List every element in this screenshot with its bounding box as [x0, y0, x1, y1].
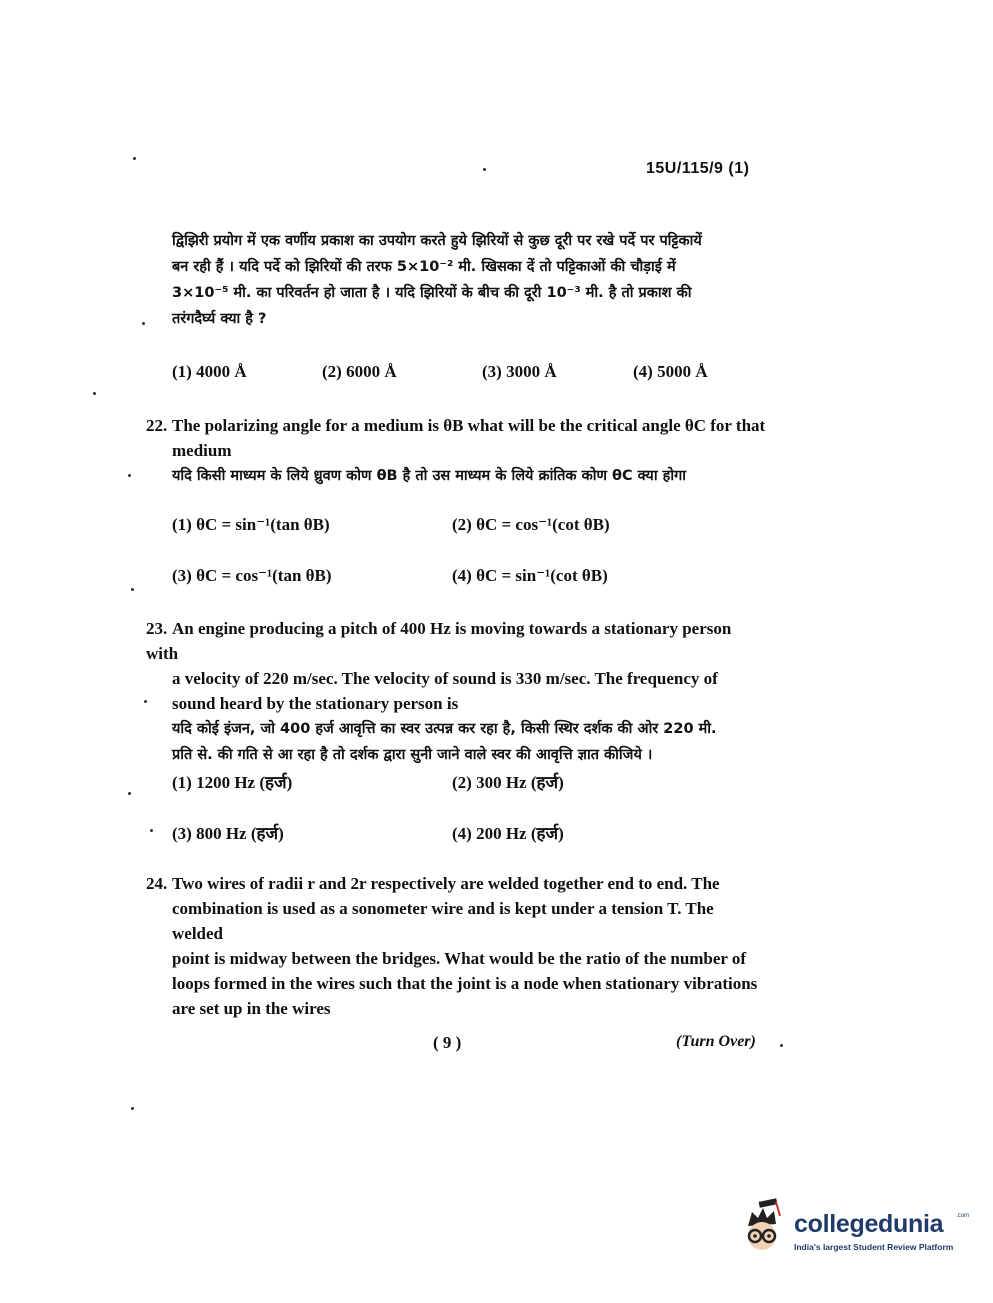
- q22-text: [146, 413, 766, 489]
- q21-line-4: तरंगदैर्घ्य क्या है ?: [172, 311, 267, 327]
- scan-speck: [93, 392, 96, 395]
- q24-english-line-5: are set up in the wires: [172, 999, 331, 1018]
- q21-line-3: 3×10⁻⁵ मी. का परिवर्तन हो जाता है । यदि झिरियों के बीच की दूरी 10⁻³ मी. है तो प्रकाश की: [172, 285, 692, 301]
- q22-option-4: (4) θC = sin⁻¹(cot θB): [452, 566, 608, 585]
- q24-english-line-3: point is midway between the bridges. What would be the ratio of the number of: [172, 949, 747, 968]
- q22-option-1: (1) θC = sin⁻¹(tan θB): [172, 515, 330, 534]
- q23-hindi-line-1: यदि कोई इंजन, जो 400 हर्ज आवृत्ति का स्वर उत्पन्न कर रहा है, किसी स्थिर दर्शक की ओर 220 मी.: [172, 721, 717, 737]
- q24-text: [146, 871, 766, 1021]
- q21-line-2: बन रही हैं । यदि पर्दे को झिरियों की तरफ 5×10⁻² मी. खिसका दें तो पट्टिकाओं की चौड़ाई में: [172, 259, 676, 275]
- q23-hindi-line-2: प्रति से. की गति से आ रहा है तो दर्शक द्वारा सुनी जाने वाले स्वर की आवृत्ति ज्ञात कीजिये ।: [172, 747, 653, 763]
- q21-option-2: (2) 6000 Å: [322, 362, 397, 381]
- scan-speck: [131, 588, 134, 591]
- q22-option-2: (2) θC = cos⁻¹(cot θB): [452, 515, 610, 534]
- page-number: ( 9 ): [433, 1033, 462, 1052]
- q23-number: 23.: [146, 619, 168, 638]
- scan-speck: [131, 1107, 134, 1110]
- q23-english-line-1: An engine producing a pitch of 400 Hz is moving towards a stationary person with: [146, 619, 732, 663]
- q21-option-1: (1) 4000 Å: [172, 362, 247, 381]
- scan-speck: [133, 157, 136, 160]
- q23-english-line-3: sound heard by the stationary person is: [172, 694, 459, 713]
- turn-over-label: (Turn Over): [676, 1033, 756, 1050]
- paper-code: 15U/115/9 (1): [646, 160, 750, 177]
- scan-speck: [144, 700, 147, 703]
- scan-speck: [128, 474, 131, 477]
- q24-english-line-1: Two wires of radii r and 2r respectively are welded together end to end. The: [172, 874, 720, 893]
- q22-english-line-1: The polarizing angle for a medium is θB what will be the critical angle θC for that: [172, 416, 766, 435]
- q21-option-4: (4) 5000 Å: [633, 362, 708, 381]
- q21-option-3: (3) 3000 Å: [482, 362, 557, 381]
- q23-option-1: (1) 1200 Hz (हर्ज): [172, 773, 293, 792]
- q23-option-4: (4) 200 Hz (हर्ज): [452, 824, 564, 843]
- logo-tagline: India's largest Student Review Platform: [794, 1242, 954, 1252]
- q22-number: 22.: [146, 416, 168, 435]
- scan-speck: [142, 322, 145, 325]
- q23-option-2: (2) 300 Hz (हर्ज): [452, 773, 564, 792]
- scan-speck: [780, 1044, 783, 1047]
- q22-option-3: (3) θC = cos⁻¹(tan θB): [172, 566, 332, 585]
- mascot-icon: [736, 1196, 792, 1266]
- logo-domain: .com: [956, 1213, 970, 1219]
- q24-english-line-2: combination is used as a sonometer wire and is kept under a tension T. The welded: [172, 899, 714, 943]
- logo-wordmark: collegedunia: [794, 1210, 944, 1238]
- q22-hindi: यदि किसी माध्यम के लिये ध्रुवण कोण θB है तो उस माध्यम के लिये क्रांतिक कोण θC क्या होगा: [172, 468, 687, 484]
- collegedunia-logo: [736, 1196, 970, 1266]
- q24-english-line-4: loops formed in the wires such that the joint is a node when stationary vibrations: [172, 974, 758, 993]
- q21-hindi-text: [172, 228, 772, 332]
- scan-speck: [150, 829, 153, 832]
- q23-option-3: (3) 800 Hz (हर्ज): [172, 824, 284, 843]
- q24-number: 24.: [146, 874, 168, 893]
- scan-speck: [483, 168, 486, 171]
- q22-english-line-2: medium: [172, 441, 232, 460]
- q23-english-line-2: a velocity of 220 m/sec. The velocity of sound is 330 m/sec. The frequency of: [172, 669, 718, 688]
- scan-speck: [128, 792, 131, 795]
- q21-line-1: द्विझिरी प्रयोग में एक वर्णीय प्रकाश का उपयोग करते हुये झिरियों से कुछ दूरी पर रखे पर्दे पर पट्टिकायें: [172, 233, 702, 249]
- q23-text: [146, 616, 766, 768]
